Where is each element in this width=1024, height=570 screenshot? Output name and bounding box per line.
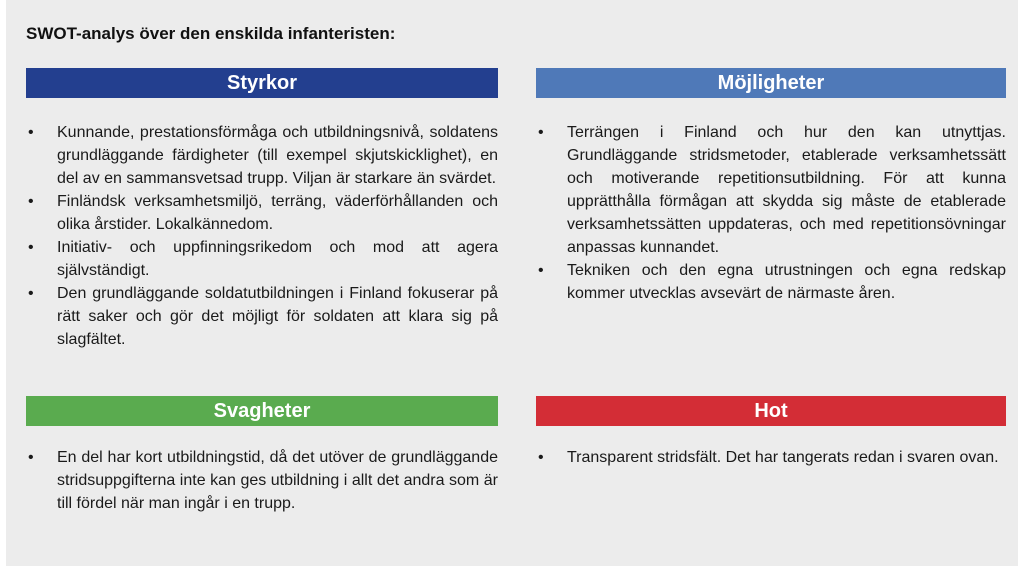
list-item: • Transparent stridsfält. Det har tangerats redan i svaren ovan.	[536, 446, 1006, 469]
list-item: • En del har kort utbildningstid, då det utöver de grundläggande stridsuppgifterna inte kan ges utbildning i allt det andra som är till fördel när man ingår i en trupp.	[26, 446, 498, 515]
list-item: • Terrängen i Finland och hur den kan utnyttjas. Grundläggande stridsmetoder, etablerade verksamhetssätt och motiverande repetitionsutbildning. För att kunna upprätthålla förmågan att skydda sig måste de etablerade verksamhetssätten uppdateras, och med repetitionsövningar anpassas kunnandet.	[536, 121, 1006, 259]
threats-header: Hot	[536, 396, 1006, 426]
bullet-icon: •	[28, 124, 34, 141]
opportunities-list	[536, 121, 1006, 305]
page-title: SWOT-analys över den enskilda infanteristen:	[26, 24, 396, 43]
bullet-icon: •	[538, 449, 544, 466]
list-item: • Finländsk verksamhetsmiljö, terräng, väderförhållanden och olika årstider. Lokalkännedom.	[26, 190, 498, 236]
bullet-icon: •	[28, 449, 34, 466]
threats-list	[536, 446, 1006, 469]
bullet-icon: •	[28, 239, 34, 256]
opportunities-quadrant	[536, 68, 1006, 305]
list-item: • Tekniken och den egna utrustningen och egna redskap kommer utvecklas avsevärt de närmaste åren.	[536, 259, 1006, 305]
list-item: • Initiativ- och uppfinningsrikedom och mod att agera självständigt.	[26, 236, 498, 282]
bullet-icon: •	[538, 262, 544, 279]
list-item: • Den grundläggande soldatutbildningen i Finland fokuserar på rätt saker och gör det möjligt för soldaten att klara sig på slagfältet.	[26, 282, 498, 351]
bullet-icon: •	[28, 193, 34, 210]
weaknesses-list	[26, 446, 498, 515]
weaknesses-header: Svagheter	[26, 396, 498, 426]
bullet-icon: •	[538, 124, 544, 141]
strengths-list	[26, 121, 498, 351]
strengths-quadrant	[26, 68, 498, 351]
opportunities-header: Möjligheter	[536, 68, 1006, 98]
threats-quadrant	[536, 396, 1006, 469]
weaknesses-quadrant	[26, 396, 498, 515]
strengths-header: Styrkor	[26, 68, 498, 98]
bullet-icon: •	[28, 285, 34, 302]
list-item: • Kunnande, prestationsförmåga och utbildningsnivå, soldatens grundläggande färdigheter (till exempel skjutskicklighet), en del av en sammansvetsad trupp. Viljan är starkare än svärdet.	[26, 121, 498, 190]
